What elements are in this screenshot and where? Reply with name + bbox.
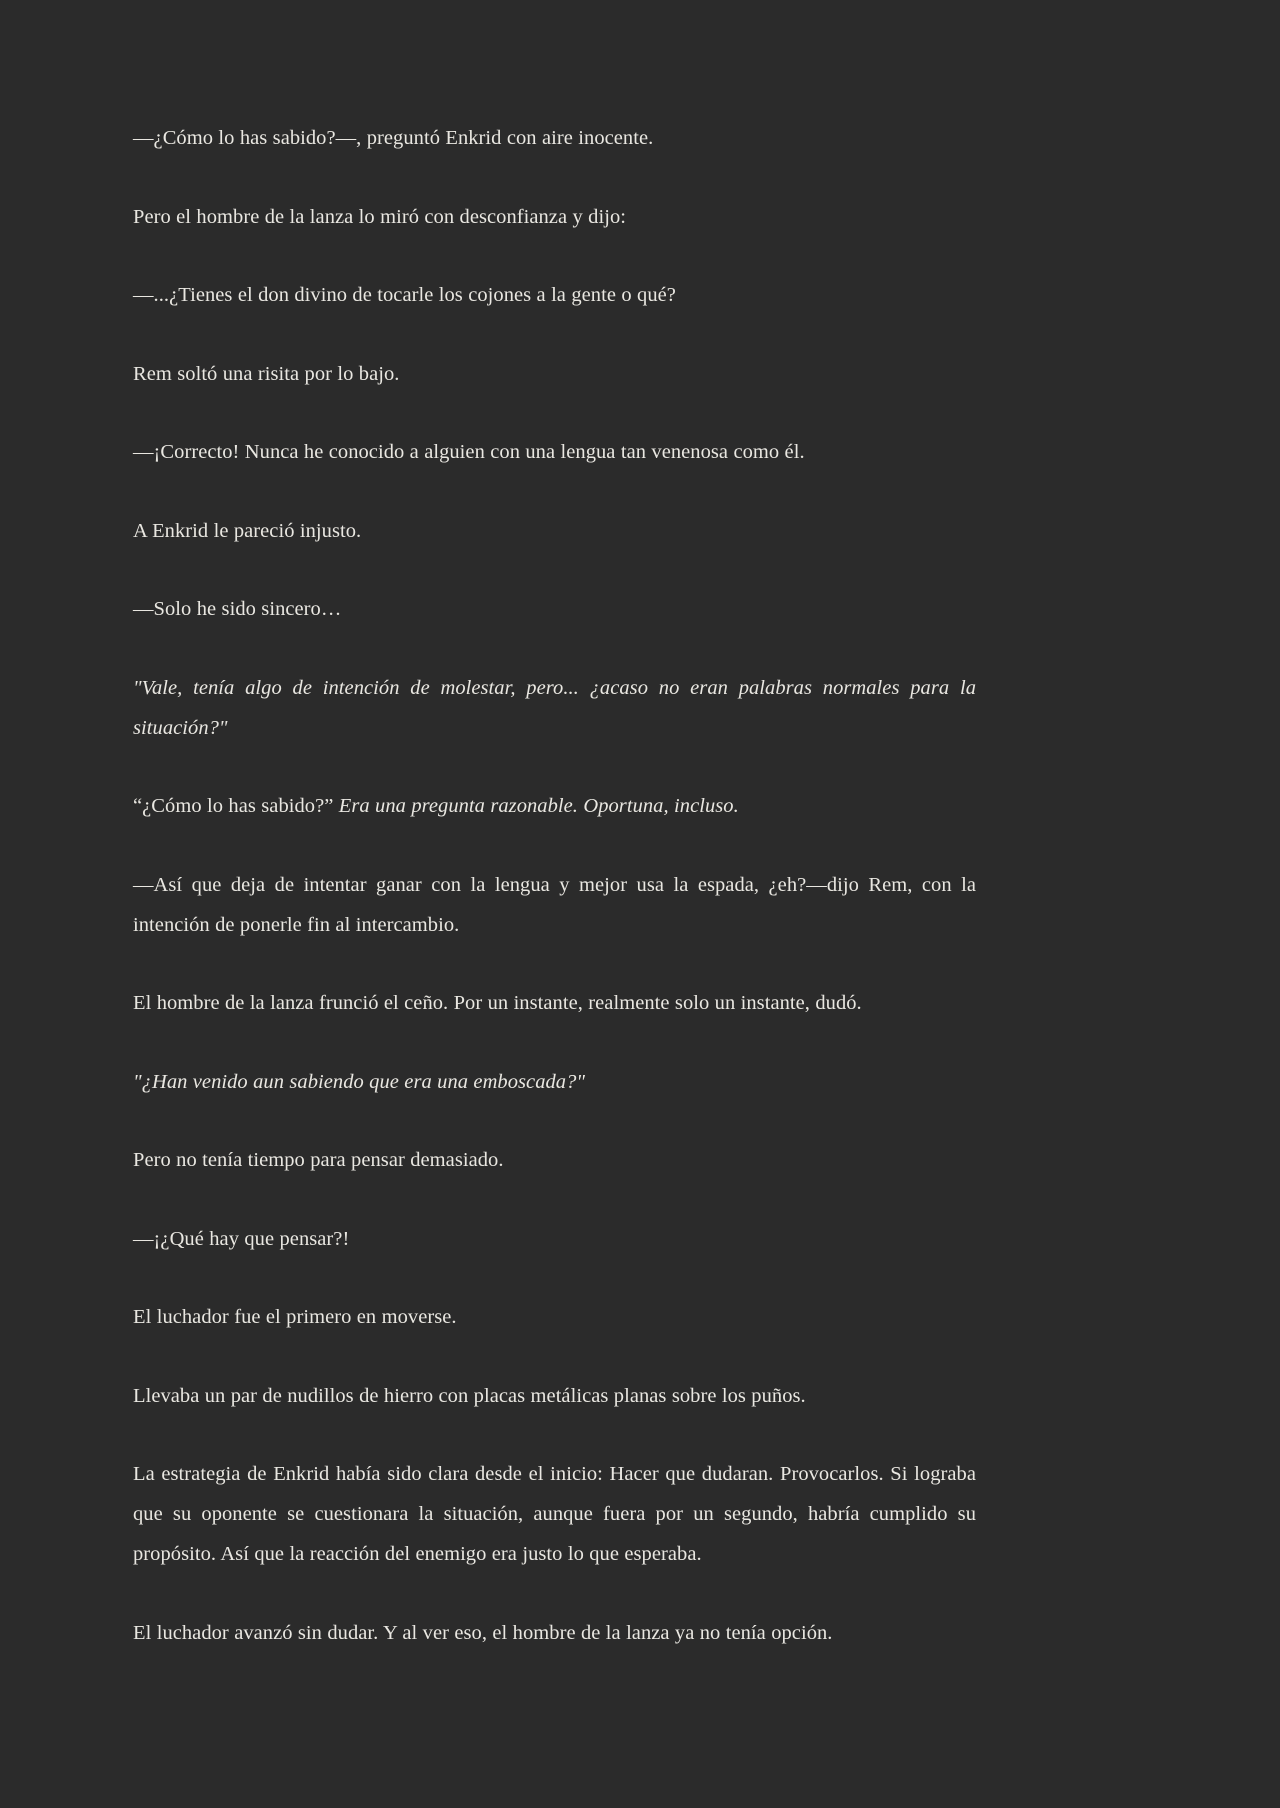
paragraph: —¡¿Qué hay que pensar?! xyxy=(133,1227,350,1250)
paragraph: Rem soltó una risita por lo bajo. xyxy=(133,362,400,385)
paragraph: Pero el hombre de la lanza lo miró con desconfianza y dijo: xyxy=(133,205,626,228)
paragraph-inner-thought: "¿Han venido aun sabiendo que era una emboscada?" xyxy=(133,1070,586,1093)
paragraph-inner-thought xyxy=(133,786,976,826)
paragraph: El luchador avanzó sin dudar. Y al ver eso, el hombre de la lanza ya no tenía opción. xyxy=(133,1621,833,1644)
paragraph: —Así que deja de intentar ganar con la lengua y mejor usa la espada, ¿eh?—dijo Rem, con la intención de ponerle fin al intercambio. xyxy=(133,873,976,936)
paragraph: La estrategia de Enkrid había sido clara desde el inicio: Hacer que dudaran. Provocarlos. Si lograba que su oponente se cuestionara la situación, aunque fuera por un segundo, habría cumplido su propósito. Así que la reacción del enemigo era justo lo que esperaba. xyxy=(133,1463,976,1565)
paragraph: —¡Correcto! Nunca he conocido a alguien con una lengua tan venenosa como él. xyxy=(133,441,805,463)
paragraph: A Enkrid le pareció injusto. xyxy=(133,519,362,542)
paragraph: —...¿Tienes el don divino de tocarle los cojones a la gente o qué? xyxy=(133,284,676,306)
paragraph: El hombre de la lanza frunció el ceño. Por un instante, realmente solo un instante, dudó. xyxy=(133,992,862,1014)
paragraph: —Solo he sido sincero… xyxy=(133,598,342,620)
paragraph: El luchador fue el primero en moverse. xyxy=(133,1306,457,1328)
quoted-line: “¿Cómo lo has sabido?” xyxy=(133,795,334,817)
paragraph-remainder: Era una pregunta razonable. Oportuna, incluso. xyxy=(333,795,739,817)
paragraph-inner-thought: "Vale, tenía algo de intención de molestar, pero... ¿acaso no eran palabras normales para la situación?" xyxy=(133,676,976,739)
paragraph: Pero no tenía tiempo para pensar demasiado. xyxy=(133,1149,504,1171)
paragraph: —¿Cómo lo has sabido?—, preguntó Enkrid con aire inocente. xyxy=(133,127,654,149)
paragraph: Llevaba un par de nudillos de hierro con placas metálicas planas sobre los puños. xyxy=(133,1384,806,1407)
document-body xyxy=(133,118,976,1653)
